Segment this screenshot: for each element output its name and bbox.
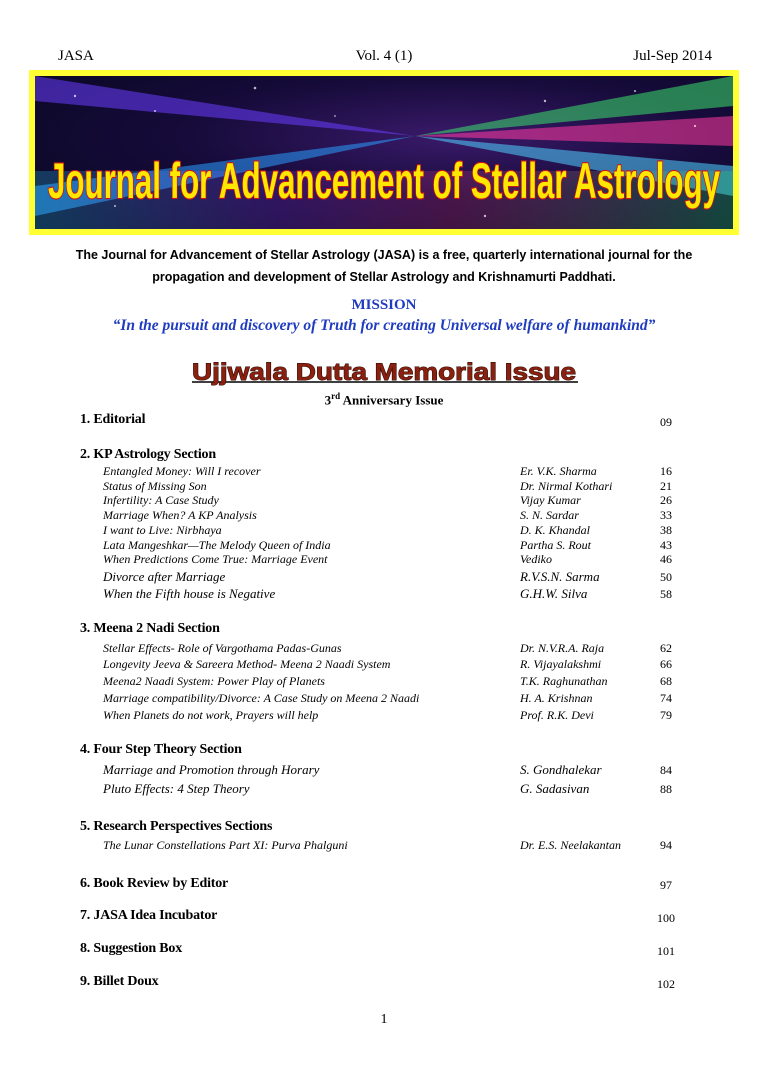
toc-article-page: 62 [660,641,672,655]
toc-article-page: 43 [660,538,672,552]
toc-section-incubator[interactable]: 7. JASA Idea Incubator [80,908,218,923]
toc-section-fourstep[interactable]: 4. Four Step Theory Section [80,742,242,757]
toc-article-title[interactable]: When Planets do not work, Prayers will help [103,708,319,722]
anniversary-ordinal: 3 [324,392,332,408]
toc-page-bookreview: 97 [660,878,672,892]
toc-article-page: 68 [660,674,672,688]
toc-page-incubator: 100 [657,911,675,925]
toc-article-author: T.K. Raghunathan [520,674,608,688]
header-volume: Vol. 4 (1) [355,48,413,64]
toc-page-billet: 102 [657,977,675,991]
toc-article-title[interactable]: Infertility: A Case Study [103,493,219,507]
toc-article-title[interactable]: Divorce after Marriage [103,569,226,584]
anniversary-line [0,391,768,408]
toc-article-author: Partha S. Rout [520,538,591,552]
toc-article-page: 33 [660,508,672,522]
toc-article-title[interactable]: Marriage When? A KP Analysis [103,508,257,522]
toc-article-page: 26 [660,493,672,507]
mission-heading: MISSION [351,297,417,313]
toc-article-title[interactable]: Marriage and Promotion through Horary [103,762,320,777]
toc-article-author: Vediko [520,552,552,566]
toc-article-author: G.H.W. Silva [520,586,588,601]
header-date: Jul-Sep 2014 [633,48,712,64]
toc-section-suggestion[interactable]: 8. Suggestion Box [80,941,183,956]
journal-banner [29,70,739,235]
toc-article-page: 66 [660,657,672,671]
toc-section-kp[interactable]: 2. KP Astrology Section [80,447,216,462]
memorial-title: Ujjwala Dutta Memorial Issue [192,359,576,386]
anniversary-text: Anniversary Issue [340,392,444,408]
banner-starfield [35,76,733,229]
toc-article-title[interactable]: Status of Missing Son [103,479,207,493]
toc-article-page: 94 [660,838,672,852]
toc-article-author: Er. V.K. Sharma [520,464,597,478]
toc-article-page: 16 [660,464,672,478]
anniversary-suffix: rd [331,391,341,401]
toc-article-page: 88 [660,782,672,796]
page-number: 1 [380,1012,388,1027]
toc-article-page: 38 [660,523,672,537]
toc-article-author: H. A. Krishnan [520,691,593,705]
toc-article-author: Prof. R.K. Devi [520,708,594,722]
toc-article-author: S. N. Sardar [520,508,579,522]
toc-article-author: Dr. E.S. Neelakantan [520,838,621,852]
toc-section-editorial[interactable]: 1. Editorial [80,412,146,427]
toc-section-research[interactable]: 5. Research Perspectives Sections [80,819,273,834]
toc-article-title[interactable]: When Predictions Come True: Marriage Event [103,552,328,566]
mission-statement: “In the pursuit and discovery of Truth for creating Universal welfare of humankind” [112,317,656,334]
toc-article-title[interactable]: Marriage compatibility/Divorce: A Case Study on Meena 2 Naadi [103,691,420,705]
toc-article-author: Dr. Nirmal Kothari [520,479,613,493]
toc-article-page: 74 [660,691,672,705]
toc-article-title[interactable]: I want to Live: Nirbhaya [103,523,222,537]
toc-article-page: 21 [660,479,672,493]
toc-article-title[interactable]: Pluto Effects: 4 Step Theory [103,781,250,796]
toc-article-author: D. K. Khandal [520,523,591,537]
toc-article-author: S. Gondhalekar [520,762,602,777]
toc-article-author: G. Sadasivan [520,781,590,796]
toc-article-page: 79 [660,708,672,722]
toc-article-title[interactable]: The Lunar Constellations Part XI: Purva Phalguni [103,838,348,852]
toc-article-title[interactable]: Stellar Effects- Role of Vargothama Padas-Gunas [103,641,342,655]
toc-section-billet[interactable]: 9. Billet Doux [80,974,159,989]
toc-page-suggestion: 101 [657,944,675,958]
toc-section-bookreview[interactable]: 6. Book Review by Editor [80,876,229,891]
toc-article-author: R. Vijayalakshmi [520,657,602,671]
header-journal-abbr: JASA [58,48,94,64]
toc-article-author: Dr. N.V.R.A. Raja [520,641,605,655]
toc-page-editorial: 09 [660,415,672,429]
toc-article-page: 84 [660,763,672,777]
toc-article-page: 46 [660,552,672,566]
toc-article-title[interactable]: When the Fifth house is Negative [103,586,276,601]
toc-article-author: Vijay Kumar [520,493,581,507]
toc-article-author: R.V.S.N. Sarma [520,569,600,584]
banner-title: Journal for Advancement of Stellar Astrology [48,153,721,209]
toc-article-title[interactable]: Longevity Jeeva & Sareera Method- Meena 2 Naadi System [103,657,391,671]
toc-article-page: 50 [660,570,672,584]
toc-article-title[interactable]: Entangled Money: Will I recover [103,464,261,478]
banner-graphic [35,76,733,229]
toc-article-title[interactable]: Lata Mangeshkar—The Melody Queen of India [103,538,331,552]
toc-section-meena[interactable]: 3. Meena 2 Nadi Section [80,621,220,636]
toc-article-page: 58 [660,587,672,601]
intro-paragraph: The Journal for Advancement of Stellar Astrology (JASA) is a free, quarterly international journal for the propagation and development of Stellar Astrology and Krishnamurti Paddhati. [75,248,693,284]
toc-article-title[interactable]: Meena2 Naadi System: Power Play of Planets [103,674,325,688]
memorial-title-graphic [0,357,768,387]
